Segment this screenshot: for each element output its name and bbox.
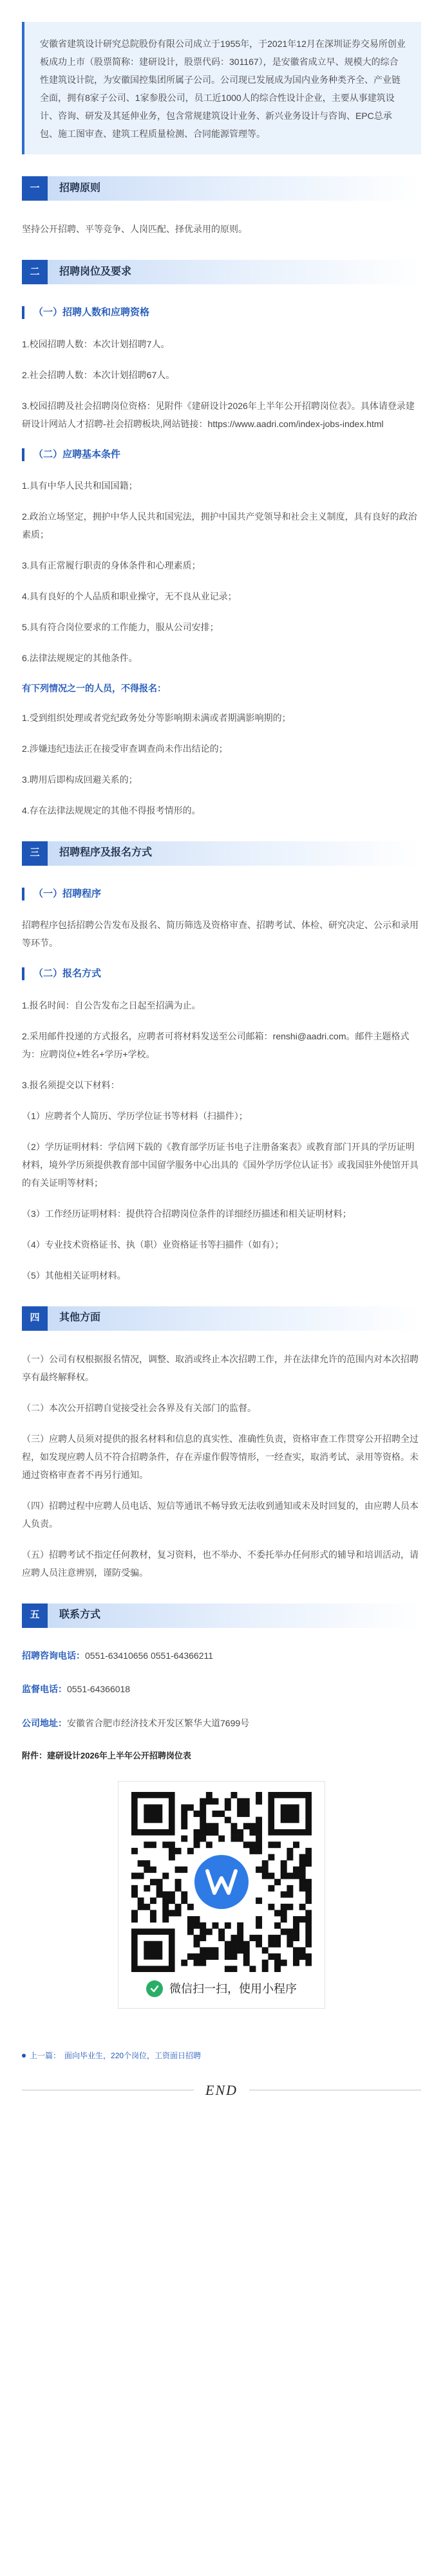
brand-logo-icon (194, 1855, 249, 1909)
intro-text: 安徽省建筑设计研究总院股份有限公司成立于1955年，于2021年12月在深圳证券交易所创业板成功上市（股票简称：建研设计，股票代码：301167），是安徽省成立早、规模大的综合性建筑设计院，为安徽国控集团所属子公司。公司现已发展成为国内业务种类齐全、产业链全面，拥有8家子公司、1家参股公司，员工近1000人的综合性设计企业，主要从事建筑设计、咨询、研发及其延伸业务，包含常规建筑设计业务、新兴业务设计与咨询、EPC总承包、施工图审查、建筑工程质量检测、合同能源管理等。 (40, 39, 406, 139)
section-title: 招聘程序及报名方式 (59, 847, 153, 859)
paragraph: （2）学历证明材料：学信网下载的《教育部学历证书电子注册备案表》或教育部门开具的学历证明材料，境外学历须提供教育部中国留学服务中心出具的《国外学历学位认证书》或我国驻外使馆开具的有关证明等材料； (22, 1141, 419, 1188)
qr-center-logo (191, 1851, 252, 1913)
contact-value[interactable]: 0551-63410656 0551-64366211 (85, 1650, 214, 1661)
paragraph: （3）工作经历证明材料：提供符合招聘岗位条件的详细经历描述和相关证明材料； (22, 1208, 352, 1219)
paragraph: 6.法律法规规定的其他条件。 (22, 653, 138, 663)
paragraph: 3.报名须提交以下材料： (22, 1079, 120, 1090)
section-title: 其他方面 (59, 1312, 101, 1324)
section-number: 三 (22, 841, 48, 866)
previous-article-link[interactable] (22, 2049, 421, 2063)
subsection-bar (22, 306, 24, 319)
paragraph: （一）公司有权根据报名情况，调整、取消或终止本次招聘工作，并在法律允许的范围内对本次招聘享有最终解释权。 (22, 1353, 419, 1382)
intro-box (22, 22, 421, 154)
paragraph: 1.报名时间：自公告发布之日起至招满为止。 (22, 1000, 201, 1010)
paragraph: （二）本次公开招聘自觉接受社会各界及有关部门的监督。 (22, 1402, 256, 1413)
paragraph-with-email[interactable]: 2.采用邮件投递的方式报名，应聘者可将材料发送至公司邮箱：renshi@aadri.com。邮件主题格式为：应聘岗位+姓名+学历+学校。 (22, 1030, 410, 1059)
subsection-header (22, 304, 421, 322)
paragraph: （4）专业技术资格证书、执（职）业资格证书等扫描件（如有）； (22, 1239, 284, 1250)
previous-title[interactable]: 面向毕业生，220个岗位，工资面日招聘 (64, 2051, 202, 2061)
bullet-icon (22, 2054, 26, 2058)
subsection-title: （一）招聘人数和应聘资格 (33, 307, 150, 318)
paragraph: 5.具有符合岗位要求的工作能力，服从公司安排； (22, 622, 219, 632)
contact-phone[interactable] (22, 1647, 421, 1665)
paragraph: （四）招聘过程中应聘人员电话、短信等通讯不畅导致无法收到通知或未及时回复的，由应聘人员本人负责。 (22, 1500, 419, 1529)
paragraph: （三）应聘人员须对提供的报名材料和信息的真实性、准确性负责，资格审查工作贯穿公开招聘全过程，如发现应聘人员不符合招聘条件，存在弄虚作假等情形，一经查实，取消考试、录用等资格。未通过资格审查者不再另行通知。 (22, 1433, 419, 1480)
paragraph: （1）应聘者个人简历、学历学位证书等材料（扫描件）； (22, 1110, 248, 1121)
subsection-bar (22, 888, 24, 900)
end-divider (22, 2078, 421, 2103)
paragraph: 招聘程序包括招聘公告发布及报名、简历筛选及资格审查、招聘考试、体检、研究决定、公示和录用等环节。 (22, 920, 419, 949)
subsection-header (22, 965, 421, 983)
mini-program-qr-card[interactable] (118, 1781, 325, 2009)
subsection-title: （二）应聘基本条件 (33, 448, 121, 460)
paragraph: （五）招聘考试不指定任何教材，复习资料，也不举办、不委托举办任何形式的辅导和培训活动，请应聘人员注意辨别，谨防受骗。 (22, 1549, 419, 1578)
paragraph: 3.聘用后即构成回避关系的； (22, 774, 138, 785)
subsection-bar (22, 448, 24, 461)
subsection-title: （一）招聘程序 (33, 888, 102, 899)
section-number: 一 (22, 176, 48, 201)
section-header-contact (22, 1603, 421, 1628)
paragraph: 2.政治立场坚定，拥护中华人民共和国宪法，拥护中国共产党领导和社会主义制度，具有良好的政治素质； (22, 511, 417, 540)
section-title: 联系方式 (59, 1609, 101, 1621)
paragraph: 4.存在法律法规规定的其他不得报考情形的。 (22, 805, 201, 816)
subsection-bar (22, 967, 24, 980)
section-number: 二 (22, 260, 48, 284)
paragraph: 3.具有正常履行职责的身体条件和心理素质； (22, 560, 201, 571)
section-header-positions (22, 260, 421, 284)
subsection-header (22, 446, 421, 464)
section-title: 招聘岗位及要求 (59, 266, 132, 277)
principles-text: 坚持公开招聘、平等竞争、人岗匹配、择优录用的原则。 (22, 224, 247, 234)
contact-value: 安徽省合肥市经济技术开发区繁华大道7699号 (67, 1717, 250, 1728)
section-number: 五 (22, 1603, 48, 1628)
section-header-other (22, 1306, 421, 1331)
previous-label: 上一篇： (30, 2051, 61, 2061)
paragraph: 1.受到组织处理或者党纪政务处分等影响期未满或者期满影响期的； (22, 712, 291, 723)
contact-address (22, 1715, 421, 1732)
section-header-principles (22, 176, 421, 201)
qr-caption-row (118, 1977, 325, 2000)
paragraph-with-link[interactable]: 3.校园招聘及社会招聘岗位资格：见附件《建研设计2026年上半年公开招聘岗位表》。具体请登录建研设计网站人才招聘-社会招聘板块,网站链接：https://www.aadri.com/index-jobs-index.html (22, 400, 415, 429)
paragraph: 2.社会招聘人数：本次计划招聘67人。 (22, 369, 175, 380)
qr-caption: 微信扫一扫，使用小程序 (169, 1982, 297, 1995)
subsection-header (22, 885, 421, 904)
paragraph: 1.具有中华人民共和国国籍； (22, 480, 138, 491)
contact-value[interactable]: 0551-64366018 (67, 1684, 131, 1695)
contact-label: 招聘咨询电话： (22, 1650, 85, 1661)
paragraph: 1.校园招聘人数：本次计划招聘7人。 (22, 338, 170, 349)
w-logo-icon (205, 1869, 238, 1895)
contact-label: 监督电话： (22, 1684, 67, 1695)
paragraph: 4.具有良好的个人品质和职业操守，无不良从业记录； (22, 591, 237, 601)
wechat-icon (146, 1980, 163, 1997)
subsection-title: （二）报名方式 (33, 968, 102, 980)
paragraph: （5）其他相关证明材料。 (22, 1270, 126, 1281)
section-header-procedure (22, 841, 421, 866)
paragraph: 2.涉嫌违纪违法正在接受审查调查尚未作出结论的； (22, 743, 228, 754)
section-title: 招聘原则 (59, 182, 101, 194)
end-mark: END (205, 2081, 238, 2098)
contact-label: 公司地址： (22, 1717, 67, 1728)
section-number: 四 (22, 1306, 48, 1331)
attachment-note: 附件：建研设计2026年上半年公开招聘岗位表 (22, 1751, 191, 1761)
exclusion-note: 有下列情况之一的人员，不得报名： (22, 683, 166, 693)
contact-supervision[interactable] (22, 1681, 421, 1698)
